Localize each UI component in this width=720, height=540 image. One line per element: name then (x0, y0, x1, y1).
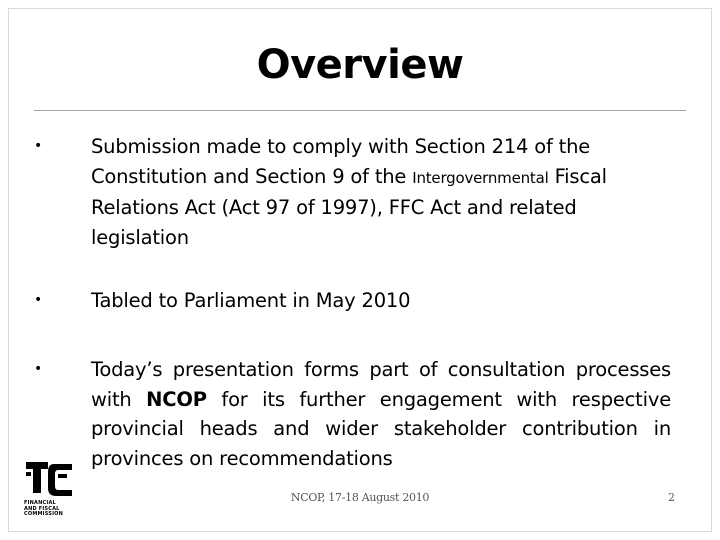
bullet-marker: • (34, 138, 43, 154)
bullet-text-3-part1: Today’s presentation forms part of consultation processes with (91, 358, 671, 411)
slide-title: Overview (256, 42, 464, 88)
logo-line-1: FINANCIAL (24, 500, 56, 506)
title-divider (34, 110, 686, 111)
slide-footer: NCOP, 17-18 August 2010 (290, 491, 430, 504)
ffc-logo (24, 460, 76, 518)
bullet-text-3-part2: for its further engagement with respective provincial heads and wider stakeholder contribution in provinces on recommendations (91, 387, 671, 470)
logo-line-2: AND FISCAL (24, 505, 60, 512)
bullet-marker: • (34, 361, 43, 377)
bullet-text-1-part1: Submission made to comply with Section 214 of the Constitution and Section 9 of the (91, 135, 591, 188)
bullet-text-1 (91, 132, 671, 252)
bullet-text-3-bold: NCOP (146, 387, 207, 411)
logo-line-3: COMMISSION (24, 511, 64, 517)
bullet-text-3 (91, 355, 671, 473)
bullet-text-1-part3: Fiscal Relations Act (Act 97 of 1997), FFC Act and related legislation (91, 164, 607, 249)
bullet-text-2: Tabled to Parliament in May 2010 (91, 289, 411, 312)
page-number: 2 (668, 491, 675, 504)
bullet-marker: • (34, 292, 43, 308)
bullet-text-1-small: Intergovernmental (412, 168, 549, 187)
